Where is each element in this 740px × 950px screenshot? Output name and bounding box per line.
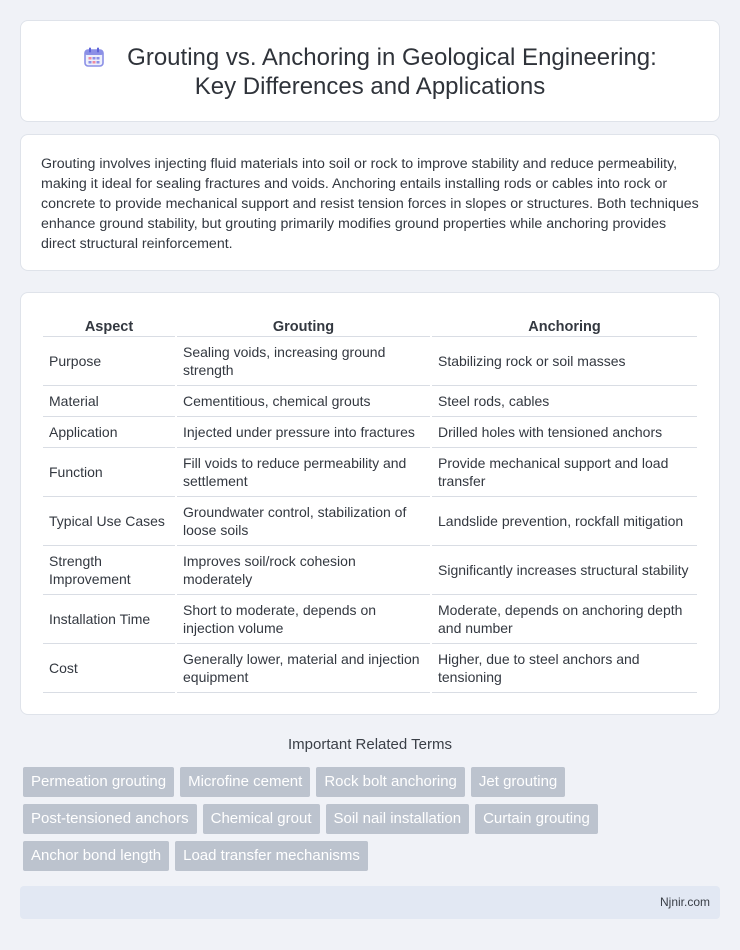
cell-grouting: Sealing voids, increasing ground strength	[177, 337, 430, 386]
term-tag[interactable]: Rock bolt anchoring	[316, 767, 465, 797]
intro-card	[20, 134, 720, 271]
table-row	[43, 497, 697, 546]
term-tag[interactable]: Soil nail installation	[326, 804, 470, 834]
cell-grouting: Generally lower, material and injection equipment	[177, 644, 430, 693]
cell-grouting: Injected under pressure into fractures	[177, 417, 430, 448]
term-tag[interactable]: Jet grouting	[471, 767, 565, 797]
cell-anchoring: Provide mechanical support and load transfer	[432, 448, 697, 497]
comparison-table-card	[20, 292, 720, 715]
cell-grouting: Fill voids to reduce permeability and settlement	[177, 448, 430, 497]
term-tag[interactable]: Curtain grouting	[475, 804, 598, 834]
term-tag[interactable]: Load transfer mechanisms	[175, 841, 368, 871]
cell-anchoring: Steel rods, cables	[432, 386, 697, 417]
cell-anchoring: Landslide prevention, rockfall mitigation	[432, 497, 697, 546]
cell-aspect: Purpose	[43, 337, 175, 386]
footer	[20, 886, 720, 919]
cell-aspect: Installation Time	[43, 595, 175, 644]
related-terms-heading: Important Related Terms	[288, 736, 452, 753]
header-anchoring: Anchoring	[432, 314, 697, 337]
table-row	[43, 644, 697, 693]
header-grouting: Grouting	[177, 314, 430, 337]
cell-aspect: Cost	[43, 644, 175, 693]
page-title-wrap	[21, 43, 719, 101]
cell-aspect: Typical Use Cases	[43, 497, 175, 546]
cell-grouting: Improves soil/rock cohesion moderately	[177, 546, 430, 595]
table-row	[43, 337, 697, 386]
page-title: Grouting vs. Anchoring in Geological Engineering: Key Differences and Applications	[127, 44, 657, 100]
term-tag[interactable]: Permeation grouting	[23, 767, 174, 797]
term-tag[interactable]: Microfine cement	[180, 767, 310, 797]
cell-grouting: Cementitious, chemical grouts	[177, 386, 430, 417]
cell-aspect: Material	[43, 386, 175, 417]
table-header-row	[43, 314, 697, 337]
table-row	[43, 448, 697, 497]
cell-anchoring: Drilled holes with tensioned anchors	[432, 417, 697, 448]
table-row	[43, 386, 697, 417]
cell-aspect: Application	[43, 417, 175, 448]
cell-anchoring: Significantly increases structural stability	[432, 546, 697, 595]
comparison-table	[41, 314, 699, 693]
term-tag[interactable]: Anchor bond length	[23, 841, 169, 871]
related-terms-list	[23, 767, 723, 871]
footer-source: Njnir.com	[659, 895, 710, 909]
term-tag[interactable]: Chemical grout	[203, 804, 320, 834]
cell-aspect: Strength Improvement	[43, 546, 175, 595]
cell-anchoring: Higher, due to steel anchors and tensioning	[432, 644, 697, 693]
intro-paragraph: Grouting involves injecting fluid materials into soil or rock to improve stability and reduce permeability, making it ideal for sealing fractures and voids. Anchoring entails installing rods or cables into rock or concrete to provide mechanical support and resist tension forces in slopes or structures. Both techniques enhance ground stability, but grouting primarily modifies ground properties while anchoring provides direct structural reinforcement.	[41, 156, 699, 252]
term-tag[interactable]: Post-tensioned anchors	[23, 804, 197, 834]
title-card	[20, 20, 720, 122]
cell-anchoring: Stabilizing rock or soil masses	[432, 337, 697, 386]
cell-grouting: Short to moderate, depends on injection volume	[177, 595, 430, 644]
table-row	[43, 546, 697, 595]
table-row	[43, 417, 697, 448]
cell-aspect: Function	[43, 448, 175, 497]
cell-grouting: Groundwater control, stabilization of loose soils	[177, 497, 430, 546]
calendar-icon	[83, 46, 105, 68]
table-row	[43, 595, 697, 644]
cell-anchoring: Moderate, depends on anchoring depth and number	[432, 595, 697, 644]
header-aspect: Aspect	[43, 314, 175, 337]
